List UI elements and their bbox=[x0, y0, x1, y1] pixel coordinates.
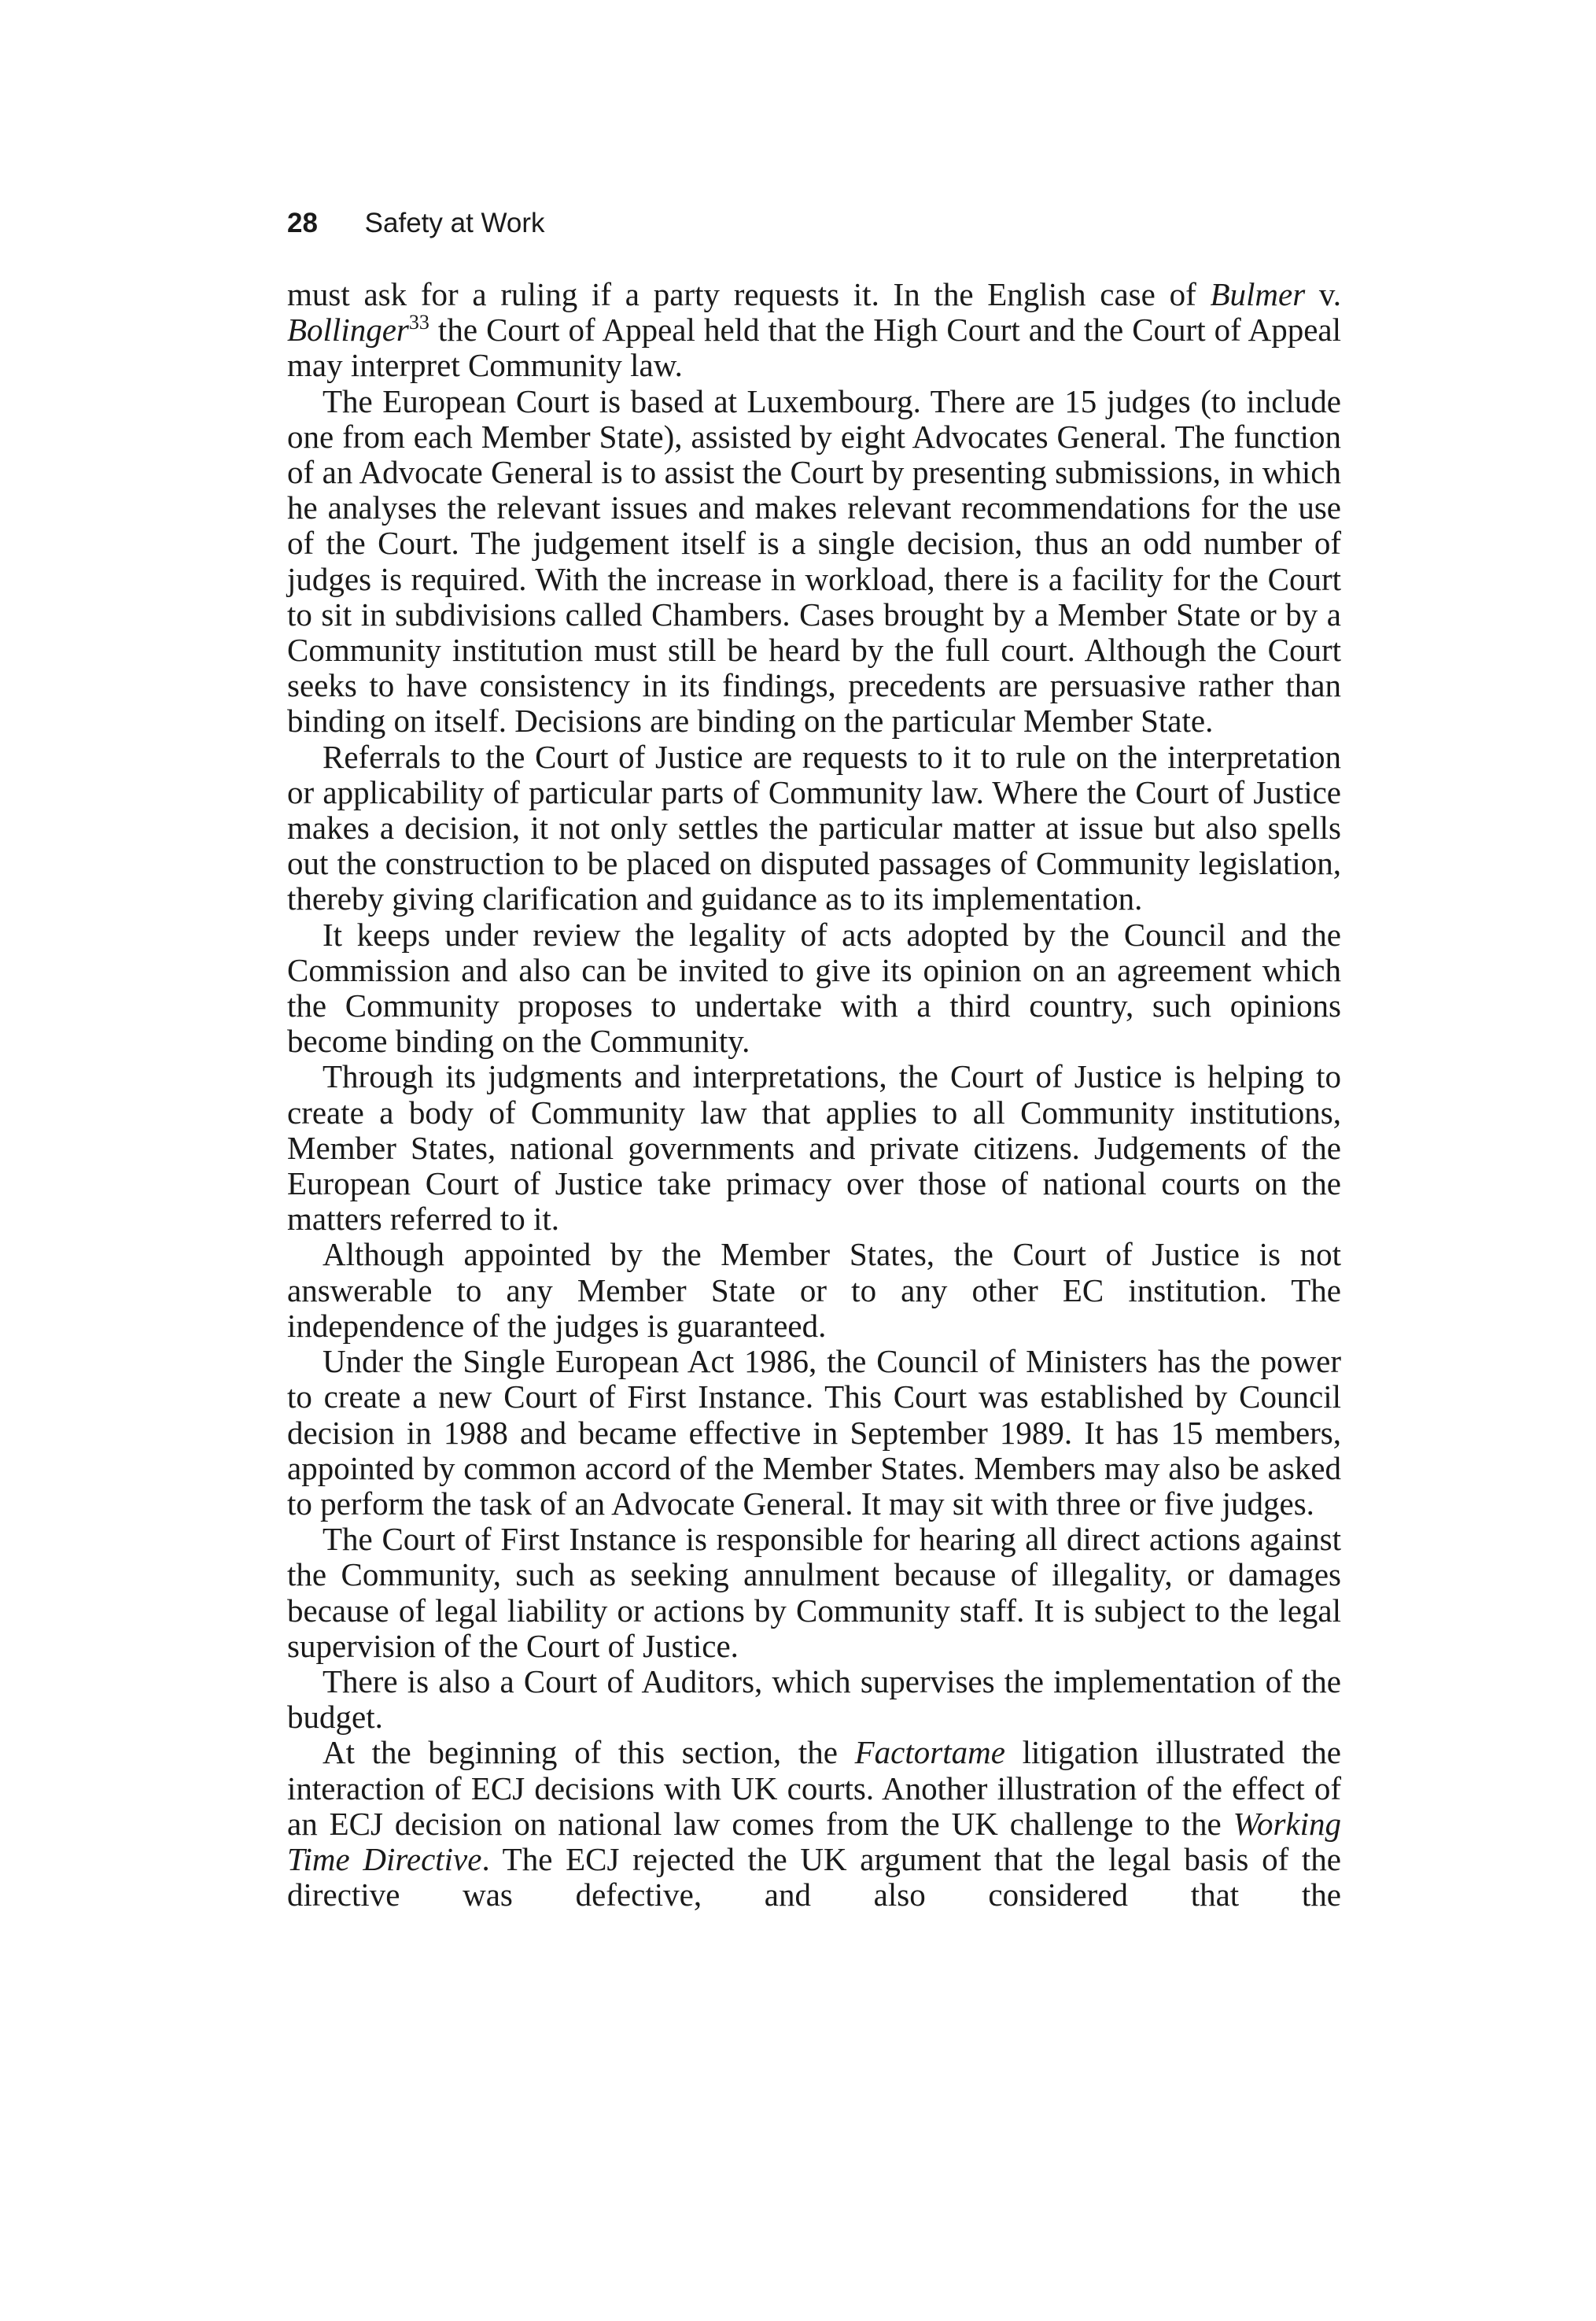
case-name-factortame: Factortame bbox=[854, 1734, 1005, 1771]
page-number: 28 bbox=[287, 208, 318, 238]
paragraph-10-text-c: . The ECJ rejected the UK argument that the legal basis of the directive was defective, and also considered that the bbox=[287, 1840, 1342, 1913]
body-text bbox=[287, 277, 1341, 1913]
paragraph-9: There is also a Court of Auditors, which supervises the implementation of the budget. bbox=[287, 1662, 1341, 1736]
case-name-bollinger: Bollinger bbox=[287, 312, 409, 349]
directive-name: Working Time Directive bbox=[287, 1805, 1341, 1877]
running-head bbox=[287, 206, 1341, 241]
paragraph-1-text-b: v. bbox=[1305, 276, 1341, 312]
paragraph-5: Through its judgments and interpretations, the Court of Justice is helping to create a body of Community law that applies to all Community institutions, Member States, national governments and private citizens. Judgements of the European Court of Justice take primacy over those of national courts on the matters referred to it. bbox=[287, 1058, 1341, 1238]
case-name-bulmer: Bulmer bbox=[1210, 276, 1306, 312]
paragraph-1-text-c: the Court of Appeal held that the High Court and the Court of Appeal may interpret Community law. bbox=[287, 312, 1341, 384]
paragraph-1 bbox=[287, 277, 1341, 384]
paragraph-1-text-a: must ask for a ruling if a party requests it. In the English case of bbox=[287, 276, 1211, 312]
paragraph-10 bbox=[287, 1735, 1341, 1913]
paragraph-10-text-a: At the beginning of this section, the bbox=[323, 1734, 855, 1771]
paragraph-7: Under the Single European Act 1986, the Council of Ministers has the power to create a new Court of First Instance. This Court was established by Council decision in 1988 and became effective in September 1989. It has 15 members, appointed by common accord of the Member States. Members may also be asked to perform the task of an Advocate General. It may sit with three or five judges. bbox=[287, 1343, 1341, 1522]
paragraph-6: Although appointed by the Member States, the Court of Justice is not answerable to any Member State or to any other EC institution. The independence of the judges is guaranteed. bbox=[287, 1236, 1341, 1344]
paragraph-3: Referrals to the Court of Justice are requests to it to rule on the interpretation or applicability of particular parts of Community law. Where the Court of Justice makes a decision, it not only settles the particular matter at issue but also spells out the construction to be placed on disputed passages of Community legislation, thereby giving clarification and guidance as to its implementation. bbox=[287, 738, 1341, 917]
paragraph-10-text-b: litigation illustrated the interaction of ECJ decisions with UK courts. Another illustration of the effect of an ECJ decision on national law comes from the UK challenge to the bbox=[287, 1734, 1342, 1842]
paragraph-8: The Court of First Instance is responsible for hearing all direct actions against the Community, such as seeking annulment because of illegality, or damages because of legal liability or actions by Community staff. It is subject to the legal supervision of the Court of Justice. bbox=[287, 1521, 1341, 1664]
running-title: Safety at Work bbox=[364, 208, 545, 238]
paragraph-4: It keeps under review the legality of acts adopted by the Council and the Commission and also can be invited to give its opinion on an agreement which the Community proposes to undertake with a third country, such opinions become binding on the Community. bbox=[287, 916, 1341, 1060]
paragraph-2: The European Court is based at Luxembourg. There are 15 judges (to include one from each Member State), assisted by eight Advocates General. The function of an Advocate General is to assist the Court by presenting submissions, in which he analyses the relevant issues and makes relevant recommendations for the use of the Court. The judgement itself is a single decision, thus an odd number of judges is required. With the increase in workload, there is a facility for the Court to sit in subdivisions called Chambers. Cases brought by a Member State or by a Community institution must still be heard by the full court. Although the Court seeks to have consistency in its findings, precedents are persuasive rather than binding on itself. Decisions are binding on the particular Member State. bbox=[287, 382, 1341, 740]
footnote-reference: 33 bbox=[408, 311, 429, 334]
